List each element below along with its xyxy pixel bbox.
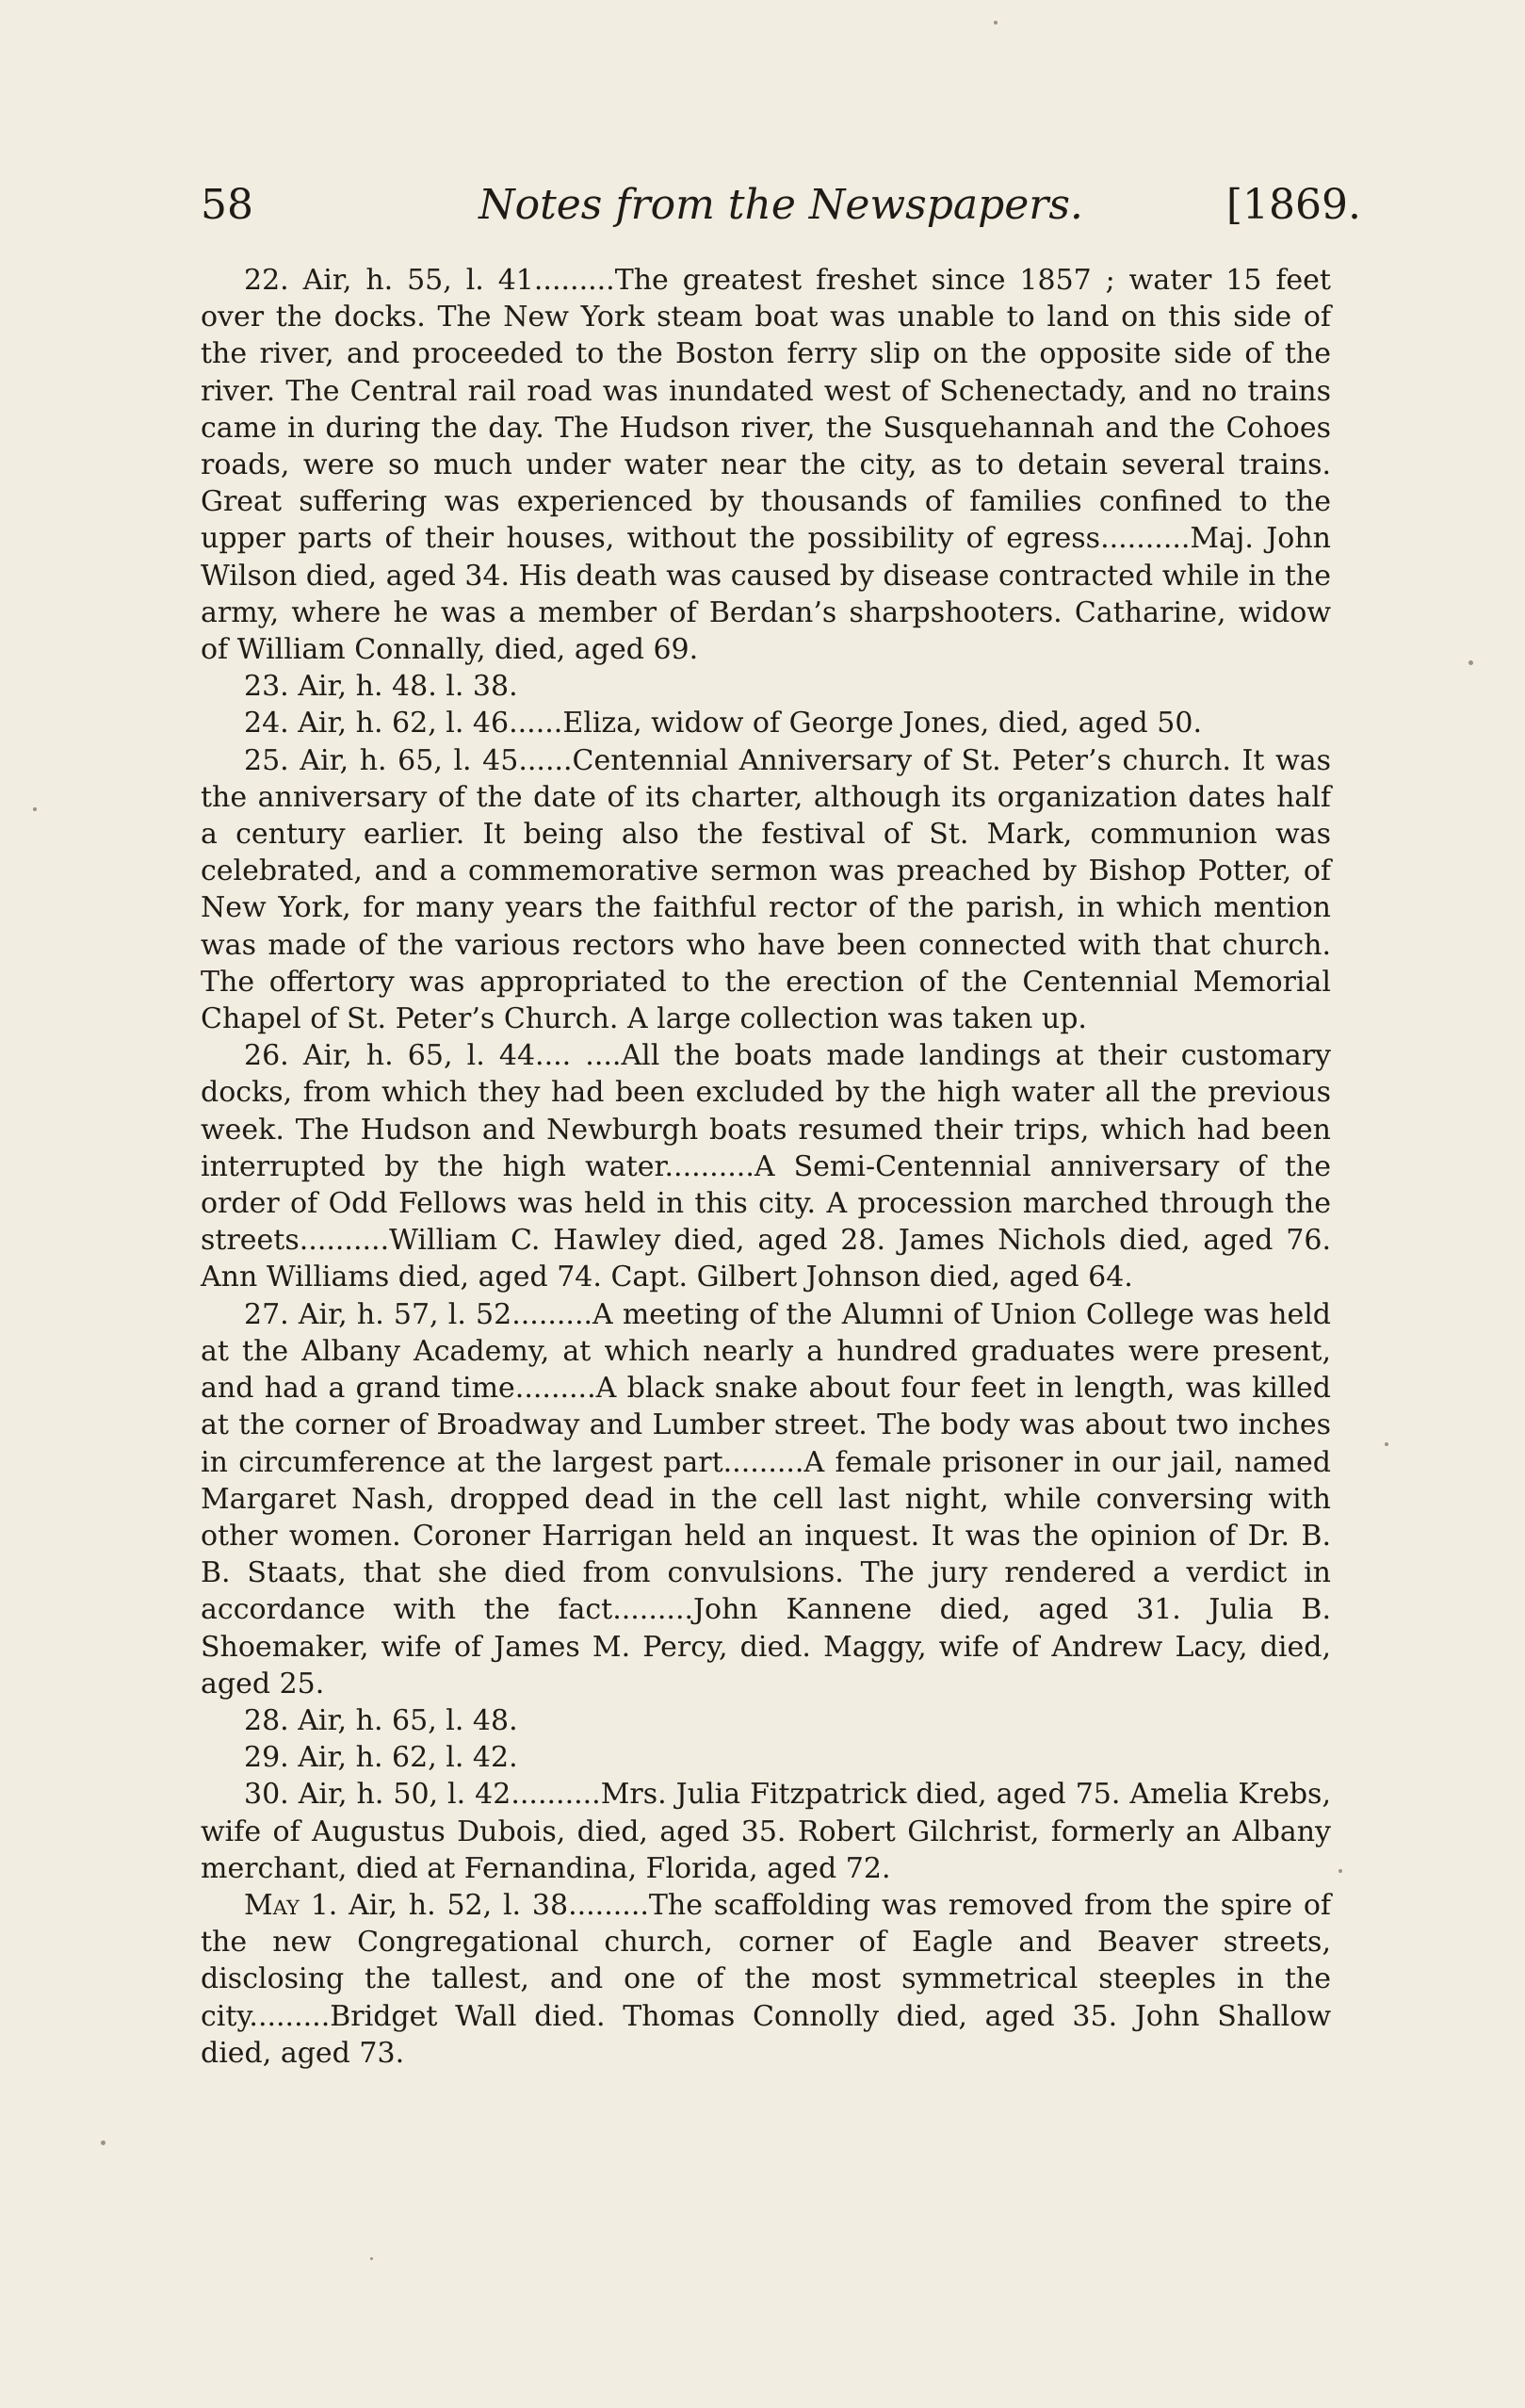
entry-paragraph: 29. Air, h. 62, l. 42. [244,1741,518,1775]
paper-speck [33,807,37,811]
paper-speck [101,2140,105,2145]
entry-paragraph: 23. Air, h. 48. l. 38. [244,670,518,704]
paper-speck [370,2257,373,2260]
entry-paragraph: 28. Air, h. 65, l. 48. [244,1703,518,1737]
entry-paragraph: 30. Air, h. 50, l. 42..........Mrs. Julia Fitzpatrick died, aged 75. Amelia Krebs, wife of Augustus Dubois, died, aged 35. Robert Gilchrist, formerly an Albany merchant, died at Fernandina, Florida, aged 72. [201,1778,1331,1885]
may-entry-text: 1. Air, h. 52, l. 38.........The scaffolding was removed from the spire of the new Congregational church, corner of Eagle and Beaver streets, disclosing the tallest, and one of the most symmetrical steeples in the city.........Bridget Wall died. Thomas Connolly died, aged 35. John Shallow died, aged 73. [201,1888,1331,2070]
entry-paragraph: 25. Air, h. 65, l. 45......Centennial Anniversary of St. Peter’s church. It was the anniversary of the date of its charter, although its organization dates half a century earlier. It being also the festival of St. Mark, communion was celebrated, and a commemorative sermon was preached by Bishop Potter, of New York, for many years the faithful rector of the parish, in which mention was made of the various rectors who have been connected with that church. The offertory was appropriated to the erection of the Centennial Memorial Chapel of St. Peter’s Church. A large collection was taken up. [201,743,1331,1036]
entry-paragraph: 22. Air, h. 55, l. 41.........The greatest freshet since 1857 ; water 15 feet over the docks. The New York steam boat was unable to land on this side of the river, and proceeded to the Boston ferry slip on the opposite side of the river. The Central rail road was inundated west of Schenectady, and no trains came in during the day. The Hudson river, the Susquehannah and the Cohoes roads, were so much under water near the city, as to detain several trains. Great suffering was experienced by thousands of families confined to the upper parts of their houses, without the possibility of egress..........Maj. John Wilson died, aged 34. His death was caused by disease contracted while in the army, where he was a member of Berdan’s sharpshooters. Catharine, widow of William Connally, died, aged 69. [201,264,1331,667]
running-head [201,177,1361,234]
running-year: [1869. [1225,181,1361,229]
paper-speck [994,21,998,24]
running-title: Notes from the Newspapers. [479,181,1083,229]
paper-speck [1338,1869,1342,1873]
entry-paragraph: 27. Air, h. 57, l. 52.........A meeting of the Alumni of Union College was held at the Albany Academy, at which nearly a hundred graduates were present, and had a grand time.........A black snake about four feet in length, was killed at the corner of Broadway and Lumber street. The body was about two inches in circumference at the largest part.........A female prisoner in our jail, named Margaret Nash, dropped dead in the cell last night, while conversing with other women. Coroner Harrigan held an inquest. It was the opinion of Dr. B. B. Staats, that she died from convulsions. The jury rendered a verdict in accordance with the fact.........John Kannene died, aged 31. Julia B. Shoemaker, wife of James M. Percy, died. Maggy, wife of Andrew Lacy, died, aged 25. [201,1297,1331,1700]
body-text [201,262,1331,2072]
page-number: 58 [201,181,253,229]
paper-speck [1385,1442,1388,1446]
may-entry-paragraph [201,1887,1331,2072]
month-label: May [244,1888,300,1922]
paper-speck [1468,660,1473,665]
entry-paragraph: 26. Air, h. 65, l. 44.... ....All the boats made landings at their customary docks, from which they had been excluded by the high water all the previous week. The Hudson and Newburgh boats resumed their trips, which had been interrupted by the high water..........A Semi-Centennial anniversary of the order of Odd Fellows was held in this city. A procession marched through the streets..........William C. Hawley died, aged 28. James Nichols died, aged 76. Ann Williams died, aged 74. Capt. Gilbert Johnson died, aged 64. [201,1039,1331,1294]
entry-paragraph: 24. Air, h. 62, l. 46......Eliza, widow of George Jones, died, aged 50. [244,707,1202,740]
